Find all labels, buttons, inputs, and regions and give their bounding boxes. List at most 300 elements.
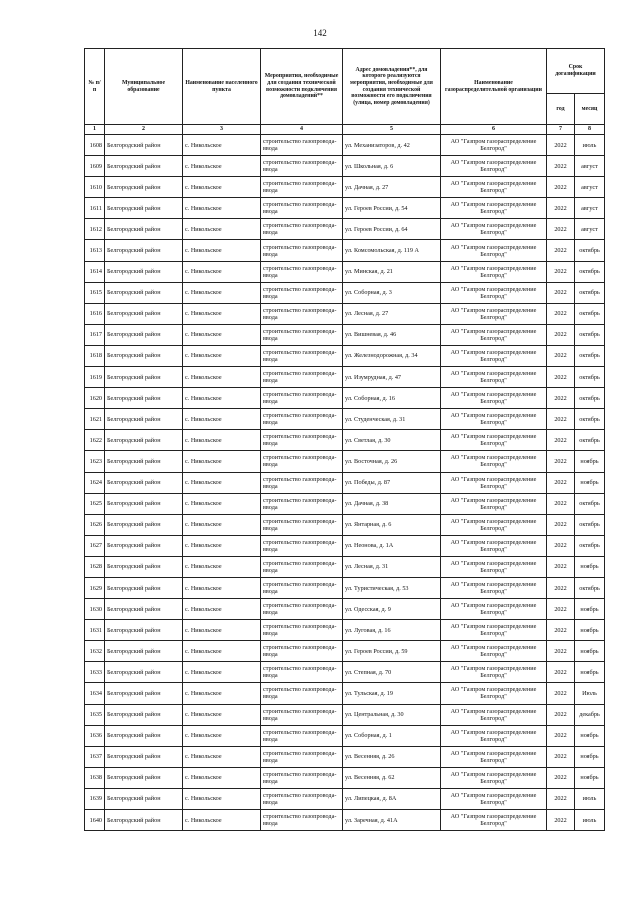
row-number: 1620 [85, 388, 105, 409]
municipality-cell: Белгородский район [105, 282, 183, 303]
row-number: 1617 [85, 324, 105, 345]
row-number: 1624 [85, 472, 105, 493]
settlement-cell: с. Никольское [183, 282, 261, 303]
municipality-cell: Белгородский район [105, 683, 183, 704]
address-cell: ул. Степная, д. 70 [343, 662, 441, 683]
row-number: 1635 [85, 704, 105, 725]
table-row [85, 599, 605, 620]
settlement-cell: с. Никольское [183, 535, 261, 556]
organization-cell: АО "Газпром газораспределение Белгород" [441, 767, 547, 788]
row-number: 1615 [85, 282, 105, 303]
column-number: 5 [343, 125, 441, 135]
organization-cell: АО "Газпром газораспределение Белгород" [441, 430, 547, 451]
year-cell: 2022 [547, 451, 575, 472]
row-number: 1637 [85, 746, 105, 767]
organization-cell: АО "Газпром газораспределение Белгород" [441, 282, 547, 303]
settlement-cell: с. Никольское [183, 472, 261, 493]
month-cell: октябрь [575, 577, 605, 598]
month-cell: октябрь [575, 324, 605, 345]
event-cell: строительство газопровода-ввода [261, 746, 343, 767]
event-cell: строительство газопровода-ввода [261, 725, 343, 746]
header-year: год [547, 94, 575, 125]
month-cell: ноябрь [575, 599, 605, 620]
organization-cell: АО "Газпром газораспределение Белгород" [441, 367, 547, 388]
address-cell: ул. Соборная, д. 16 [343, 388, 441, 409]
settlement-cell: с. Никольское [183, 704, 261, 725]
organization-cell: АО "Газпром газораспределение Белгород" [441, 810, 547, 831]
event-cell: строительство газопровода-ввода [261, 683, 343, 704]
event-cell: строительство газопровода-ввода [261, 156, 343, 177]
settlement-cell: с. Никольское [183, 662, 261, 683]
year-cell: 2022 [547, 135, 575, 156]
year-cell: 2022 [547, 620, 575, 641]
organization-cell: АО "Газпром газораспределение Белгород" [441, 746, 547, 767]
row-number: 1626 [85, 514, 105, 535]
month-cell: октябрь [575, 261, 605, 282]
row-number: 1622 [85, 430, 105, 451]
municipality-cell: Белгородский район [105, 704, 183, 725]
year-cell: 2022 [547, 177, 575, 198]
event-cell: строительство газопровода-ввода [261, 767, 343, 788]
organization-cell: АО "Газпром газораспределение Белгород" [441, 261, 547, 282]
year-cell: 2022 [547, 767, 575, 788]
settlement-cell: с. Никольское [183, 788, 261, 809]
month-cell: октябрь [575, 282, 605, 303]
settlement-cell: с. Никольское [183, 725, 261, 746]
row-number: 1608 [85, 135, 105, 156]
table-row [85, 746, 605, 767]
month-cell: октябрь [575, 240, 605, 261]
row-number: 1633 [85, 662, 105, 683]
settlement-cell: с. Никольское [183, 303, 261, 324]
municipality-cell: Белгородский район [105, 409, 183, 430]
column-number: 1 [85, 125, 105, 135]
settlement-cell: с. Никольское [183, 577, 261, 598]
row-number: 1638 [85, 767, 105, 788]
settlement-cell: с. Никольское [183, 810, 261, 831]
organization-cell: АО "Газпром газораспределение Белгород" [441, 662, 547, 683]
row-number: 1612 [85, 219, 105, 240]
row-number: 1634 [85, 683, 105, 704]
address-cell: ул. Комсомольская, д. 119 А [343, 240, 441, 261]
month-cell: октябрь [575, 388, 605, 409]
table-row [85, 367, 605, 388]
municipality-cell: Белгородский район [105, 788, 183, 809]
settlement-cell: с. Никольское [183, 219, 261, 240]
column-number: 4 [261, 125, 343, 135]
table-row [85, 135, 605, 156]
table-row [85, 198, 605, 219]
settlement-cell: с. Никольское [183, 493, 261, 514]
table-row [85, 641, 605, 662]
event-cell: строительство газопровода-ввода [261, 261, 343, 282]
municipality-cell: Белгородский район [105, 345, 183, 366]
organization-cell: АО "Газпром газораспределение Белгород" [441, 345, 547, 366]
gasification-table [84, 48, 605, 831]
year-cell: 2022 [547, 788, 575, 809]
address-cell: ул. Изумрудная, д. 47 [343, 367, 441, 388]
address-cell: ул. Соборная, д. 1 [343, 725, 441, 746]
organization-cell: АО "Газпром газораспределение Белгород" [441, 620, 547, 641]
event-cell: строительство газопровода-ввода [261, 219, 343, 240]
year-cell: 2022 [547, 409, 575, 430]
month-cell: ноябрь [575, 767, 605, 788]
table-row [85, 303, 605, 324]
organization-cell: АО "Газпром газораспределение Белгород" [441, 493, 547, 514]
settlement-cell: с. Никольское [183, 367, 261, 388]
row-number: 1640 [85, 810, 105, 831]
event-cell: строительство газопровода-ввода [261, 451, 343, 472]
year-cell: 2022 [547, 704, 575, 725]
settlement-cell: с. Никольское [183, 324, 261, 345]
table-row [85, 345, 605, 366]
year-cell: 2022 [547, 493, 575, 514]
address-cell: ул. Янтарная, д. 6 [343, 514, 441, 535]
municipality-cell: Белгородский район [105, 388, 183, 409]
month-cell: ноябрь [575, 556, 605, 577]
month-cell: август [575, 219, 605, 240]
row-number: 1627 [85, 535, 105, 556]
address-cell: ул. Липецкая, д. 8А [343, 788, 441, 809]
organization-cell: АО "Газпром газораспределение Белгород" [441, 409, 547, 430]
month-cell: октябрь [575, 345, 605, 366]
address-cell: ул. Дачная, д. 38 [343, 493, 441, 514]
year-cell: 2022 [547, 556, 575, 577]
settlement-cell: с. Никольское [183, 683, 261, 704]
table-row [85, 156, 605, 177]
address-cell: ул. Школьная, д. 6 [343, 156, 441, 177]
event-cell: строительство газопровода-ввода [261, 556, 343, 577]
event-cell: строительство газопровода-ввода [261, 303, 343, 324]
organization-cell: АО "Газпром газораспределение Белгород" [441, 472, 547, 493]
table-row [85, 683, 605, 704]
year-cell: 2022 [547, 683, 575, 704]
event-cell: строительство газопровода-ввода [261, 472, 343, 493]
address-cell: ул. Луговая, д. 16 [343, 620, 441, 641]
organization-cell: АО "Газпром газораспределение Белгород" [441, 788, 547, 809]
table-row [85, 535, 605, 556]
organization-cell: АО "Газпром газораспределение Белгород" [441, 156, 547, 177]
column-number: 6 [441, 125, 547, 135]
organization-cell: АО "Газпром газораспределение Белгород" [441, 641, 547, 662]
month-cell: август [575, 198, 605, 219]
event-cell: строительство газопровода-ввода [261, 662, 343, 683]
municipality-cell: Белгородский район [105, 725, 183, 746]
municipality-cell: Белгородский район [105, 577, 183, 598]
organization-cell: АО "Газпром газораспределение Белгород" [441, 135, 547, 156]
municipality-cell: Белгородский район [105, 535, 183, 556]
address-cell: ул. Вишневая, д. 46 [343, 324, 441, 345]
year-cell: 2022 [547, 261, 575, 282]
year-cell: 2022 [547, 324, 575, 345]
municipality-cell: Белгородский район [105, 556, 183, 577]
address-cell: ул. Соборная, д. 3 [343, 282, 441, 303]
month-cell: октябрь [575, 430, 605, 451]
table-row [85, 219, 605, 240]
address-cell: ул. Одесская, д. 9 [343, 599, 441, 620]
address-cell: ул. Туристическая, д. 53 [343, 577, 441, 598]
organization-cell: АО "Газпром газораспределение Белгород" [441, 198, 547, 219]
municipality-cell: Белгородский район [105, 261, 183, 282]
municipality-cell: Белгородский район [105, 177, 183, 198]
year-cell: 2022 [547, 535, 575, 556]
address-cell: ул. Студенческая, д. 31 [343, 409, 441, 430]
header-month: месяц [575, 94, 605, 125]
month-cell: октябрь [575, 514, 605, 535]
organization-cell: АО "Газпром газораспределение Белгород" [441, 577, 547, 598]
address-cell: ул. Дачная, д. 27 [343, 177, 441, 198]
year-cell: 2022 [547, 282, 575, 303]
year-cell: 2022 [547, 514, 575, 535]
address-cell: ул. Тульская, д. 19 [343, 683, 441, 704]
table-row [85, 556, 605, 577]
municipality-cell: Белгородский район [105, 746, 183, 767]
organization-cell: АО "Газпром газораспределение Белгород" [441, 556, 547, 577]
year-cell: 2022 [547, 430, 575, 451]
organization-cell: АО "Газпром газораспределение Белгород" [441, 514, 547, 535]
event-cell: строительство газопровода-ввода [261, 240, 343, 261]
year-cell: 2022 [547, 240, 575, 261]
address-cell: ул. Восточная, д. 26 [343, 451, 441, 472]
month-cell: октябрь [575, 493, 605, 514]
year-cell: 2022 [547, 746, 575, 767]
municipality-cell: Белгородский район [105, 767, 183, 788]
table-row [85, 662, 605, 683]
year-cell: 2022 [547, 388, 575, 409]
row-number: 1611 [85, 198, 105, 219]
row-number: 1616 [85, 303, 105, 324]
month-cell: октябрь [575, 535, 605, 556]
event-cell: строительство газопровода-ввода [261, 324, 343, 345]
table-row [85, 451, 605, 472]
event-cell: строительство газопровода-ввода [261, 409, 343, 430]
table-row [85, 388, 605, 409]
settlement-cell: с. Никольское [183, 599, 261, 620]
address-cell: ул. Весенняя, д. 26 [343, 746, 441, 767]
month-cell: ноябрь [575, 662, 605, 683]
municipality-cell: Белгородский район [105, 493, 183, 514]
header-settlement: Наименование населенного пункта [183, 49, 261, 125]
row-number: 1630 [85, 599, 105, 620]
settlement-cell: с. Никольское [183, 156, 261, 177]
month-cell: ноябрь [575, 451, 605, 472]
address-cell: ул. Лесная, д. 31 [343, 556, 441, 577]
year-cell: 2022 [547, 156, 575, 177]
settlement-cell: с. Никольское [183, 345, 261, 366]
settlement-cell: с. Никольское [183, 388, 261, 409]
table-row [85, 240, 605, 261]
municipality-cell: Белгородский район [105, 303, 183, 324]
event-cell: строительство газопровода-ввода [261, 599, 343, 620]
table-row [85, 725, 605, 746]
address-cell: ул. Героев России, д. 64 [343, 219, 441, 240]
month-cell: август [575, 156, 605, 177]
row-number: 1618 [85, 345, 105, 366]
row-number: 1610 [85, 177, 105, 198]
year-cell: 2022 [547, 641, 575, 662]
table-row [85, 704, 605, 725]
table-row [85, 409, 605, 430]
month-cell: октябрь [575, 367, 605, 388]
organization-cell: АО "Газпром газораспределение Белгород" [441, 535, 547, 556]
settlement-cell: с. Никольское [183, 451, 261, 472]
organization-cell: АО "Газпром газораспределение Белгород" [441, 725, 547, 746]
municipality-cell: Белгородский район [105, 240, 183, 261]
header-event: Мероприятия, необходимые для создания технической возможности подключения домовладений** [261, 49, 343, 125]
settlement-cell: с. Никольское [183, 767, 261, 788]
settlement-cell: с. Никольское [183, 409, 261, 430]
month-cell: июль [575, 810, 605, 831]
settlement-cell: с. Никольское [183, 135, 261, 156]
municipality-cell: Белгородский район [105, 324, 183, 345]
month-cell: август [575, 177, 605, 198]
row-number: 1632 [85, 641, 105, 662]
address-cell: ул. Весенняя, д. 62 [343, 767, 441, 788]
table-row [85, 282, 605, 303]
settlement-cell: с. Никольское [183, 514, 261, 535]
event-cell: строительство газопровода-ввода [261, 535, 343, 556]
municipality-cell: Белгородский район [105, 367, 183, 388]
month-cell: декабрь [575, 704, 605, 725]
event-cell: строительство газопровода-ввода [261, 430, 343, 451]
row-number: 1625 [85, 493, 105, 514]
event-cell: строительство газопровода-ввода [261, 345, 343, 366]
municipality-cell: Белгородский район [105, 451, 183, 472]
table-row [85, 493, 605, 514]
address-cell: ул. Героев России, д. 59 [343, 641, 441, 662]
year-cell: 2022 [547, 219, 575, 240]
table-row [85, 472, 605, 493]
month-cell: июль [575, 135, 605, 156]
event-cell: строительство газопровода-ввода [261, 367, 343, 388]
header-term: Срок догазификации [547, 49, 605, 94]
organization-cell: АО "Газпром газораспределение Белгород" [441, 599, 547, 620]
year-cell: 2022 [547, 345, 575, 366]
row-number: 1623 [85, 451, 105, 472]
municipality-cell: Белгородский район [105, 599, 183, 620]
municipality-cell: Белгородский район [105, 472, 183, 493]
address-cell: ул. Светлая, д. 30 [343, 430, 441, 451]
address-cell: ул. Неонова, д. 1А [343, 535, 441, 556]
address-cell: ул. Лесная, д. 27 [343, 303, 441, 324]
event-cell: строительство газопровода-ввода [261, 282, 343, 303]
event-cell: строительство газопровода-ввода [261, 788, 343, 809]
municipality-cell: Белгородский район [105, 641, 183, 662]
year-cell: 2022 [547, 303, 575, 324]
event-cell: строительство газопровода-ввода [261, 135, 343, 156]
organization-cell: АО "Газпром газораспределение Белгород" [441, 324, 547, 345]
address-cell: ул. Героев России, д. 54 [343, 198, 441, 219]
table-row [85, 430, 605, 451]
municipality-cell: Белгородский район [105, 514, 183, 535]
settlement-cell: с. Никольское [183, 261, 261, 282]
month-cell: июль [575, 788, 605, 809]
event-cell: строительство газопровода-ввода [261, 704, 343, 725]
row-number: 1619 [85, 367, 105, 388]
settlement-cell: с. Никольское [183, 641, 261, 662]
address-cell: ул. Центральная, д. 30 [343, 704, 441, 725]
settlement-cell: с. Никольское [183, 746, 261, 767]
row-number: 1609 [85, 156, 105, 177]
month-cell: ноябрь [575, 746, 605, 767]
year-cell: 2022 [547, 599, 575, 620]
organization-cell: АО "Газпром газораспределение Белгород" [441, 303, 547, 324]
page-number: 142 [313, 28, 327, 38]
year-cell: 2022 [547, 577, 575, 598]
header-address: Адрес домовладения**, для которого реализуются мероприятия, необходимые для создания технической возможности его подключения (улица, номер домовладения) [343, 49, 441, 125]
municipality-cell: Белгородский район [105, 156, 183, 177]
municipality-cell: Белгородский район [105, 430, 183, 451]
address-cell: ул. Минская, д. 21 [343, 261, 441, 282]
municipality-cell: Белгородский район [105, 620, 183, 641]
organization-cell: АО "Газпром газораспределение Белгород" [441, 219, 547, 240]
row-number: 1629 [85, 577, 105, 598]
row-number: 1613 [85, 240, 105, 261]
municipality-cell: Белгородский район [105, 198, 183, 219]
organization-cell: АО "Газпром газораспределение Белгород" [441, 683, 547, 704]
settlement-cell: с. Никольское [183, 620, 261, 641]
event-cell: строительство газопровода-ввода [261, 810, 343, 831]
header-municipality: Муниципальное образование [105, 49, 183, 125]
column-number: 3 [183, 125, 261, 135]
table-row [85, 767, 605, 788]
event-cell: строительство газопровода-ввода [261, 493, 343, 514]
settlement-cell: с. Никольское [183, 198, 261, 219]
row-number: 1628 [85, 556, 105, 577]
event-cell: строительство газопровода-ввода [261, 641, 343, 662]
year-cell: 2022 [547, 367, 575, 388]
event-cell: строительство газопровода-ввода [261, 620, 343, 641]
organization-cell: АО "Газпром газораспределение Белгород" [441, 388, 547, 409]
column-number: 2 [105, 125, 183, 135]
address-cell: ул. Победы, д. 87 [343, 472, 441, 493]
event-cell: строительство газопровода-ввода [261, 514, 343, 535]
event-cell: строительство газопровода-ввода [261, 177, 343, 198]
month-cell: октябрь [575, 409, 605, 430]
header-num: № п/п [85, 49, 105, 125]
month-cell: ноябрь [575, 641, 605, 662]
address-cell: ул. Железнодорожная, д. 34 [343, 345, 441, 366]
organization-cell: АО "Газпром газораспределение Белгород" [441, 177, 547, 198]
column-number-row [85, 125, 605, 135]
municipality-cell: Белгородский район [105, 135, 183, 156]
column-number: 7 [547, 125, 575, 135]
table-row [85, 577, 605, 598]
settlement-cell: с. Никольское [183, 177, 261, 198]
month-cell: октябрь [575, 303, 605, 324]
address-cell: ул. Механизаторов, д. 42 [343, 135, 441, 156]
row-number: 1614 [85, 261, 105, 282]
event-cell: строительство газопровода-ввода [261, 388, 343, 409]
month-cell: ноябрь [575, 725, 605, 746]
table-row [85, 324, 605, 345]
month-cell: ноябрь [575, 472, 605, 493]
municipality-cell: Белгородский район [105, 662, 183, 683]
address-cell: ул. Заречная, д. 41А [343, 810, 441, 831]
table-row [85, 177, 605, 198]
column-number: 8 [575, 125, 605, 135]
table-row [85, 788, 605, 809]
settlement-cell: с. Никольское [183, 430, 261, 451]
table-row [85, 810, 605, 831]
event-cell: строительство газопровода-ввода [261, 577, 343, 598]
month-cell: Июль [575, 683, 605, 704]
year-cell: 2022 [547, 198, 575, 219]
row-number: 1636 [85, 725, 105, 746]
month-cell: ноябрь [575, 620, 605, 641]
settlement-cell: с. Никольское [183, 240, 261, 261]
municipality-cell: Белгородский район [105, 219, 183, 240]
